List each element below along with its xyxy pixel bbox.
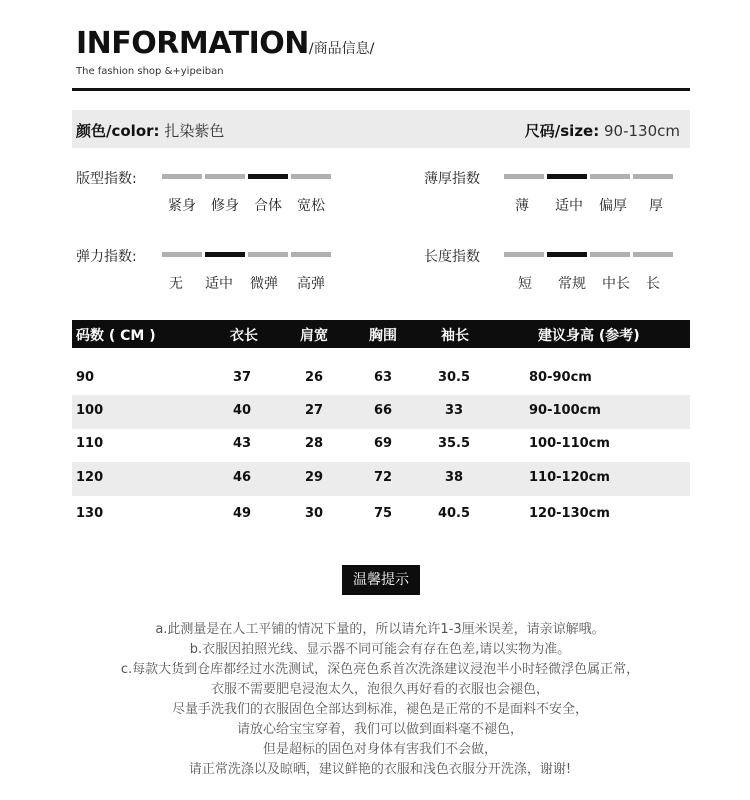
cell-height: 110-120cm <box>529 470 610 485</box>
page-title <box>76 26 374 61</box>
cell-height: 120-130cm <box>529 506 610 521</box>
table-row <box>72 395 690 429</box>
cell-size: 120 <box>76 470 104 485</box>
cell-size: 130 <box>76 506 104 521</box>
table-row <box>72 362 690 396</box>
color-label: 颜色/color: <box>76 122 160 140</box>
cell-size: 90 <box>76 370 95 385</box>
note-line: 请正常洗涤以及晾晒，建议鲜艳的衣服和浅色衣服分开洗涤，谢谢! <box>188 762 572 777</box>
cell-shoulder: 27 <box>304 403 324 418</box>
cell-shoulder: 29 <box>304 470 324 485</box>
cell-shoulder: 26 <box>304 370 324 385</box>
length-option-0: 短 <box>518 276 532 292</box>
header-chest: 胸围 <box>369 328 397 344</box>
fit-seg-2 <box>248 174 288 179</box>
note-line: c.每款大货到仓库都经过水洗测试，深色亮色系首次洗涤建议浸泡半小时轻微浮色属正常， <box>120 662 640 677</box>
header-height: 建议身高 (参考) <box>538 328 640 344</box>
elasticity-option-3: 高弹 <box>297 276 325 292</box>
cell-sleeve: 40.5 <box>437 506 471 521</box>
cell-height: 90-100cm <box>529 403 601 418</box>
header-sleeve: 袖长 <box>441 328 469 344</box>
thickness-seg-2 <box>590 174 630 179</box>
table-row <box>72 428 690 462</box>
cell-length: 49 <box>232 506 252 521</box>
care-notes <box>80 620 680 780</box>
elasticity-seg-2 <box>248 252 288 257</box>
cell-sleeve: 35.5 <box>437 436 471 451</box>
cell-chest: 69 <box>373 436 393 451</box>
cell-height: 80-90cm <box>529 370 592 385</box>
cell-length: 43 <box>232 436 252 451</box>
elasticity-option-1: 适中 <box>205 276 233 292</box>
title-sub: /商品信息/ <box>308 41 375 57</box>
thickness-option-2: 偏厚 <box>599 198 627 214</box>
size-table-header <box>72 320 690 348</box>
thickness-seg-0 <box>504 174 544 179</box>
length-seg-1 <box>547 252 587 257</box>
note-line: b.衣服因拍照光线、显示器不同可能会有存在色差,请以实物为准。 <box>189 642 571 657</box>
thickness-option-3: 厚 <box>649 198 663 214</box>
cell-sleeve: 30.5 <box>437 370 471 385</box>
cell-shoulder: 30 <box>304 506 324 521</box>
size-info <box>525 120 680 141</box>
header-length: 衣长 <box>230 328 258 344</box>
header-divider <box>72 88 690 91</box>
info-bar <box>72 110 690 148</box>
elasticity-seg-3 <box>291 252 331 257</box>
length-seg-0 <box>504 252 544 257</box>
fit-option-2: 合体 <box>254 198 282 214</box>
thickness-index-label: 薄厚指数 <box>424 171 480 187</box>
fit-seg-1 <box>205 174 245 179</box>
elasticity-index-label: 弹力指数: <box>76 249 137 265</box>
length-option-1: 常规 <box>558 276 586 292</box>
fit-option-3: 宽松 <box>297 198 325 214</box>
length-seg-3 <box>633 252 673 257</box>
tagline: The fashion shop &+yipeiban <box>76 66 224 77</box>
cell-sleeve: 33 <box>444 403 464 418</box>
title-main: INFORMATION <box>76 26 309 61</box>
thickness-seg-3 <box>633 174 673 179</box>
cell-size: 100 <box>76 403 104 418</box>
cell-sleeve: 38 <box>444 470 464 485</box>
fit-index-label: 版型指数: <box>76 171 137 187</box>
header-shoulder: 肩宽 <box>300 328 328 344</box>
thickness-option-0: 薄 <box>515 198 529 214</box>
cell-height: 100-110cm <box>529 436 610 451</box>
note-line: a.此测量是在人工平铺的情况下量的，所以请允许1-3厘米误差，请亲谅解哦。 <box>155 622 605 637</box>
tips-heading: 温馨提示 <box>342 565 420 595</box>
elasticity-seg-0 <box>162 252 202 257</box>
elasticity-option-0: 无 <box>169 276 183 292</box>
header-size: 码数 ( CM ) <box>76 328 156 344</box>
elasticity-seg-1 <box>205 252 245 257</box>
color-value: 扎染紫色 <box>164 122 225 140</box>
fit-seg-3 <box>291 174 331 179</box>
elasticity-option-2: 微弹 <box>250 276 278 292</box>
fit-seg-0 <box>162 174 202 179</box>
cell-length: 46 <box>232 470 252 485</box>
length-option-2: 中长 <box>602 276 630 292</box>
cell-chest: 72 <box>373 470 393 485</box>
length-index-label: 长度指数 <box>424 249 480 265</box>
cell-shoulder: 28 <box>304 436 324 451</box>
length-option-3: 长 <box>646 276 660 292</box>
cell-chest: 75 <box>373 506 393 521</box>
cell-size: 110 <box>76 436 104 451</box>
thickness-seg-1 <box>547 174 587 179</box>
size-label: 尺码/size: <box>524 122 600 140</box>
size-value: 90-130cm <box>604 122 680 140</box>
cell-length: 40 <box>232 403 252 418</box>
fit-option-1: 修身 <box>211 198 239 214</box>
cell-length: 37 <box>232 370 252 385</box>
thickness-option-1: 适中 <box>555 198 583 214</box>
cell-chest: 63 <box>373 370 393 385</box>
table-row <box>72 462 690 496</box>
note-line: 但是超标的固色对身体有害我们不会做， <box>262 742 497 757</box>
cell-chest: 66 <box>373 403 393 418</box>
fit-option-0: 紧身 <box>168 198 196 214</box>
note-line: 衣服不需要肥皂浸泡太久，泡很久再好看的衣服也会褪色， <box>210 682 549 697</box>
length-seg-2 <box>590 252 630 257</box>
note-line: 请放心给宝宝穿着，我们可以做到面料毫不褪色， <box>236 722 523 737</box>
note-line: 尽量手洗我们的衣服固色全部达到标准，褪色是正常的不是面料不安全， <box>171 702 588 717</box>
table-row <box>72 498 690 532</box>
color-info <box>76 120 224 141</box>
